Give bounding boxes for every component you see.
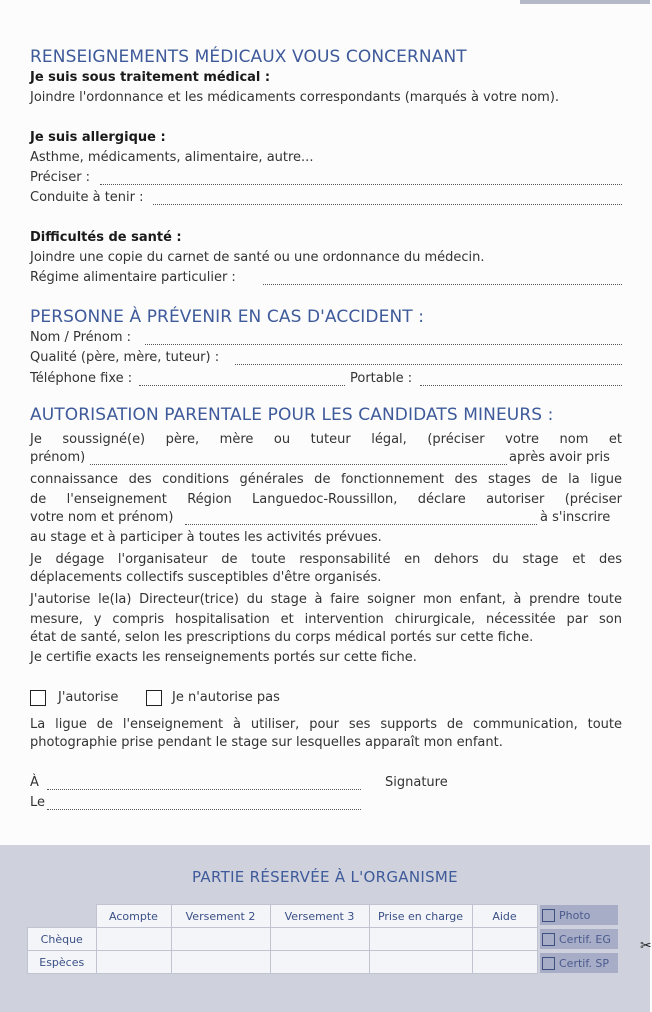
not-authorize-label: Je n'autorise pas xyxy=(172,690,280,705)
auth-line-2-end: après avoir pris xyxy=(509,450,610,465)
photo-line-1: La ligue de l'enseignement à utiliser, pour ses supports de communication, toute xyxy=(30,717,622,732)
quality-label: Qualité (père, mère, tuteur) : xyxy=(30,350,220,365)
name-field[interactable] xyxy=(145,344,622,345)
table-cell[interactable] xyxy=(96,928,171,951)
col-prise-en-charge: Prise en charge xyxy=(369,905,472,928)
mobile-label: Portable : xyxy=(350,371,413,386)
payment-table xyxy=(27,904,538,974)
auth-line-6: au stage et à participer à toutes les activités prévues. xyxy=(30,530,382,545)
preciser-label: Préciser : xyxy=(30,170,91,185)
date-field[interactable] xyxy=(47,809,361,810)
treatment-text: Joindre l'ordonnance et les médicaments correspondants (marqués à votre nom). xyxy=(30,90,560,105)
parent-name-field[interactable] xyxy=(90,464,507,465)
auth-line-2-start: prénom) xyxy=(30,450,86,465)
table-cell[interactable] xyxy=(472,928,537,951)
health-text: Joindre une copie du carnet de santé ou une ordonnance du médecin. xyxy=(30,250,485,265)
conduite-field[interactable] xyxy=(153,204,622,205)
auth-line-3: connaissance des conditions générales de fonctionnement des stages de la ligue xyxy=(30,472,622,487)
row-cheque: Chèque xyxy=(28,928,97,951)
col-versement-3: Versement 3 xyxy=(270,905,369,928)
date-label: Le xyxy=(30,795,46,810)
medical-heading: RENSEIGNEMENTS MÉDICAUX VOUS CONCERNANT xyxy=(30,47,467,67)
table-header-row xyxy=(28,905,538,928)
row-especes: Espèces xyxy=(28,951,97,974)
top-edge-band xyxy=(520,0,650,4)
auth-line-10: mesure, y compris hospitalisation et intervention chirurgicale, nécessitée par son xyxy=(30,612,622,627)
table-cell[interactable] xyxy=(270,951,369,974)
checkbox-icon xyxy=(542,909,555,922)
conduite-label: Conduite à tenir : xyxy=(30,190,144,205)
emergency-heading: PERSONNE À PRÉVENIR EN CAS D'ACCIDENT : xyxy=(30,307,425,327)
reserved-heading: PARTIE RÉSERVÉE À L'ORGANISME xyxy=(192,868,458,886)
not-authorize-checkbox[interactable] xyxy=(146,690,162,706)
photo-check-label: Photo xyxy=(559,908,591,922)
diet-field[interactable] xyxy=(263,284,622,285)
table-cell[interactable] xyxy=(472,951,537,974)
diet-label: Régime alimentaire particulier : xyxy=(30,270,236,285)
auth-line-7: Je dégage l'organisateur de toute responsabilité en dehors du stage et des xyxy=(30,552,622,567)
col-versement-2: Versement 2 xyxy=(171,905,270,928)
checkbox-icon xyxy=(542,957,555,970)
photo-line-2: photographie prise pendant le stage sur lesquelles apparaît mon enfant. xyxy=(30,735,503,750)
quality-field[interactable] xyxy=(235,364,622,365)
table-cell[interactable] xyxy=(270,928,369,951)
authorization-heading: AUTORISATION PARENTALE POUR LES CANDIDATS MINEURS : xyxy=(30,405,554,425)
phone-field[interactable] xyxy=(139,385,345,386)
table-cell[interactable] xyxy=(369,928,472,951)
allergy-text: Asthme, médicaments, alimentaire, autre... xyxy=(30,150,314,165)
table-row xyxy=(28,928,538,951)
photo-check[interactable] xyxy=(540,905,618,925)
certif-sp-check[interactable] xyxy=(540,953,618,973)
auth-line-1: Je soussigné(e) père, mère ou tuteur légal, (préciser votre nom et xyxy=(30,432,622,447)
table-cell[interactable] xyxy=(96,951,171,974)
treatment-label: Je suis sous traitement médical : xyxy=(30,70,271,85)
col-acompte: Acompte xyxy=(96,905,171,928)
auth-line-8: déplacements collectifs susceptibles d'être organisés. xyxy=(30,570,382,585)
mobile-field[interactable] xyxy=(420,385,622,386)
authorize-label: J'autorise xyxy=(58,690,119,705)
table-cell[interactable] xyxy=(171,951,270,974)
preciser-field[interactable] xyxy=(100,184,622,185)
auth-line-9: J'autorise le(la) Directeur(trice) du stage à faire soigner mon enfant, à prendre toute xyxy=(30,592,622,607)
authorize-checkbox[interactable] xyxy=(30,690,46,706)
place-label: À xyxy=(30,775,39,790)
table-cell[interactable] xyxy=(171,928,270,951)
auth-line-12: Je certifie exacts les renseignements portés sur cette fiche. xyxy=(30,650,417,665)
health-label: Difficultés de santé : xyxy=(30,230,182,245)
allergy-label: Je suis allergique : xyxy=(30,130,166,145)
auth-line-5-end: à s'inscrire xyxy=(540,510,611,525)
table-cell[interactable] xyxy=(369,951,472,974)
certif-eg-check[interactable] xyxy=(540,929,618,949)
table-row xyxy=(28,951,538,974)
signature-label: Signature xyxy=(385,775,448,790)
certif-sp-check-label: Certif. SP xyxy=(559,956,610,970)
child-name-field[interactable] xyxy=(185,524,537,525)
col-aide: Aide xyxy=(472,905,537,928)
checkbox-icon xyxy=(542,933,555,946)
scissors-icon: ✂ xyxy=(640,938,652,954)
auth-line-11: état de santé, selon les prescriptions du corps médical portés sur cette fiche. xyxy=(30,630,534,645)
name-label: Nom / Prénom : xyxy=(30,330,132,345)
phone-label: Téléphone fixe : xyxy=(30,371,133,386)
certif-eg-check-label: Certif. EG xyxy=(559,932,611,946)
auth-line-4: de l'enseignement Région Languedoc-Roussillon, déclare autoriser (préciser xyxy=(30,492,622,507)
place-field[interactable] xyxy=(47,789,361,790)
auth-line-5-start: votre nom et prénom) xyxy=(30,510,174,525)
